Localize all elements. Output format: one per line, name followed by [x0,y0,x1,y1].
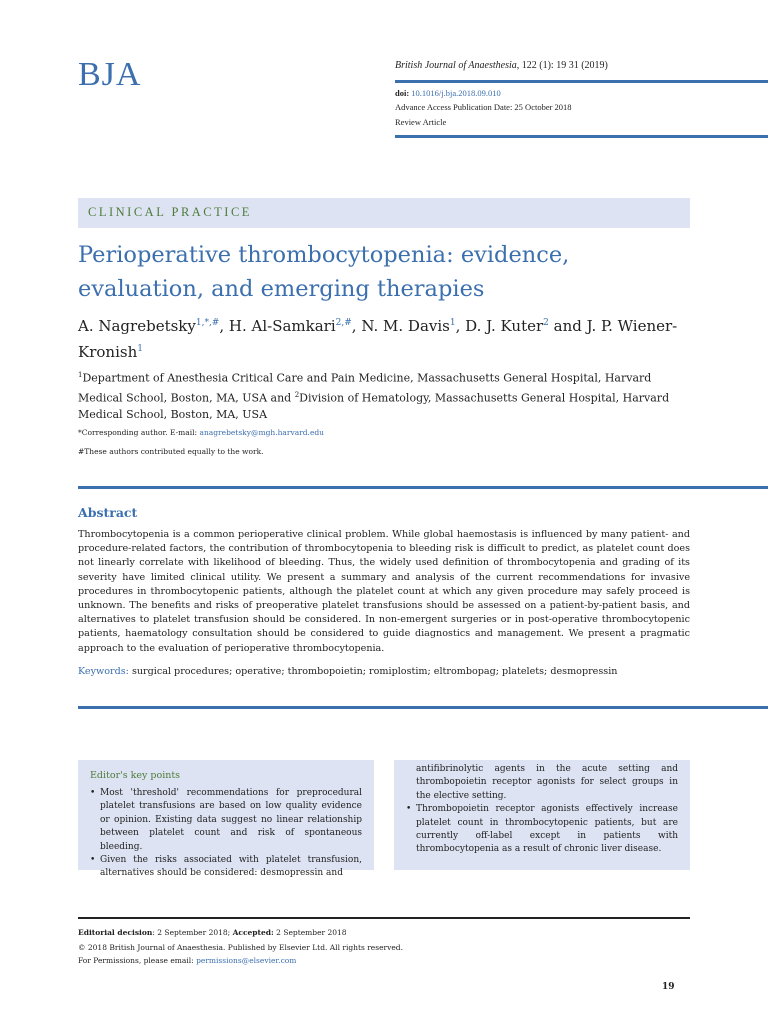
author-name: , N. M. Davis [351,317,450,335]
corresponding-email-link[interactable]: anagrebetsky@mgh.harvard.edu [199,428,325,437]
key-points-list [78,787,374,881]
page-number: 19 [662,982,675,992]
key-point-text: Given the risks associated with platelet transfusion, alternatives should be considered: desmopressin and [100,855,362,879]
permissions-email-link[interactable]: permissions@elsevier.com [196,956,297,965]
key-points-heading: Editor's key points [90,770,181,781]
footer-rule [78,917,690,919]
author-name: , H. Al-Samkari [219,317,336,335]
key-points-list-continued [394,760,690,857]
keywords-list: surgical procedures; operative; thrombopoietin; romiplostim; eltrombopag; platelets; desmopressin [128,666,618,677]
abstract-rule-bottom [78,706,768,709]
bullet-icon: • [90,788,96,798]
permissions-line [78,956,296,965]
equal-contribution-note: #These authors contributed equally to the work. [78,447,264,456]
header-rule-top [395,80,768,83]
abstract-heading: Abstract [78,505,138,520]
corresponding-author [78,428,324,437]
permissions-label: For Permissions, please email: [78,956,197,965]
journal-citation [395,60,690,71]
affiliations [78,367,698,423]
doi-link[interactable]: 10.1016/j.bja.2018.09.010 [411,88,501,98]
doi-line [395,88,690,98]
author-name: , D. J. Kuter [455,317,544,335]
keywords-label: Keywords: [78,666,129,677]
article-title: Perioperative thrombocytopenia: evidence, evaluation, and emerging therapies [78,242,570,302]
section-label: CLINICAL PRACTICE [88,205,252,219]
author-affiliation-marker[interactable]: 1,*,# [195,318,220,328]
key-point [406,803,678,857]
bullet-icon: • [406,804,412,815]
key-points-box-left [78,760,374,879]
copyright-notice: © 2018 British Journal of Anaesthesia. Published by Elsevier Ltd. All rights reserved. [78,943,403,952]
key-point-text: Thrombopoietin receptor agonists effectively increase platelet count in thrombocytopenic patients, but are currently off-label except in patients with thrombocytopenia as a result of chronic liver disease. [416,804,678,855]
affiliation-marker: 1 [78,371,83,379]
abstract-rule-top [78,486,768,489]
article-type: Review Article [395,117,447,127]
key-point-text: Most 'threshold' recommendations for preprocedural platelet transfusions are based on low quality evidence or opinion. Existing data suggest no linear relationship between platelet count and risk of spontaneous bleeding. [100,788,362,852]
abstract-text: Thrombocytopenia is a common perioperative clinical problem. While global haemostasis is influenced by many patient- and procedure-related factors, the contribution of thrombocytopenia to bleeding risk is difficult to predict, as platelet count does not linearly correlate with likelihood of bleeding. Thus, the widely used definition of thrombocytopenia and grading of its severity have limited clinical utility. We present a summary and analysis of the current recommendations for invasive procedures in thrombocytopenic patients, although the platelet count at which any given procedure may safely proceed is unknown. The benefits and risks of preoperative platelet transfusions should be assessed on a patient-by-patient basis, and alternatives to platelet transfusion should be considered. In non-emergent surgeries or in post-operative thrombocytopenic patients, haematology consultation should be considered to guide diagnostics and management. We present a pragmatic approach to the evaluation of perioperative thrombocytopenia. [78,529,690,654]
doi-label: doi: [395,88,410,98]
author-name: A. Nagrebetsky [78,317,196,335]
author-affiliation-marker[interactable]: 2,# [335,318,352,328]
accepted-label: Accepted: [232,928,274,937]
author-name: and J. P. Wiener-Kronish [78,317,678,361]
accepted-date: 2 September 2018 [273,928,347,937]
keywords [78,666,690,677]
key-point-text: antifibrinolytic agents in the acute setting and thrombopoietin receptor agonists for select groups in the elective setting. [416,764,678,801]
decision-label: Editorial decision [78,928,153,937]
key-point [90,854,362,881]
editorial-dates [78,928,347,937]
header-rule-bottom [395,135,768,138]
author-list [78,312,698,364]
corresponding-label: *Corresponding author. E-mail: [78,428,200,437]
affiliation-marker: 2 [294,390,300,399]
affiliation-text: Department of Anesthesia Critical Care and Pain Medicine, Massachusetts General Hospital, Harvard Medical School, Boston, MA, USA and [78,371,652,405]
key-point-continuation [406,763,678,803]
author-affiliation-marker[interactable]: 1 [449,318,456,328]
access-date: Advance Access Publication Date: 25 October 2018 [395,102,572,112]
journal-logo: BJA [78,56,142,93]
author-affiliation-marker[interactable]: 2 [543,318,549,328]
author-affiliation-marker[interactable]: 1 [137,344,143,354]
decision-date: : 2 September 2018; [152,928,233,937]
affiliation-text: Division of Hematology, Massachusetts General Hospital, Harvard Medical School, Boston, MA, USA [78,391,670,422]
journal-name: British Journal of Anaesthesia [395,60,517,71]
key-points-box-right [394,760,690,870]
bullet-icon: • [90,855,96,866]
key-point [90,787,362,854]
citation-details: , 122 (1): 19 31 (2019) [516,60,608,71]
